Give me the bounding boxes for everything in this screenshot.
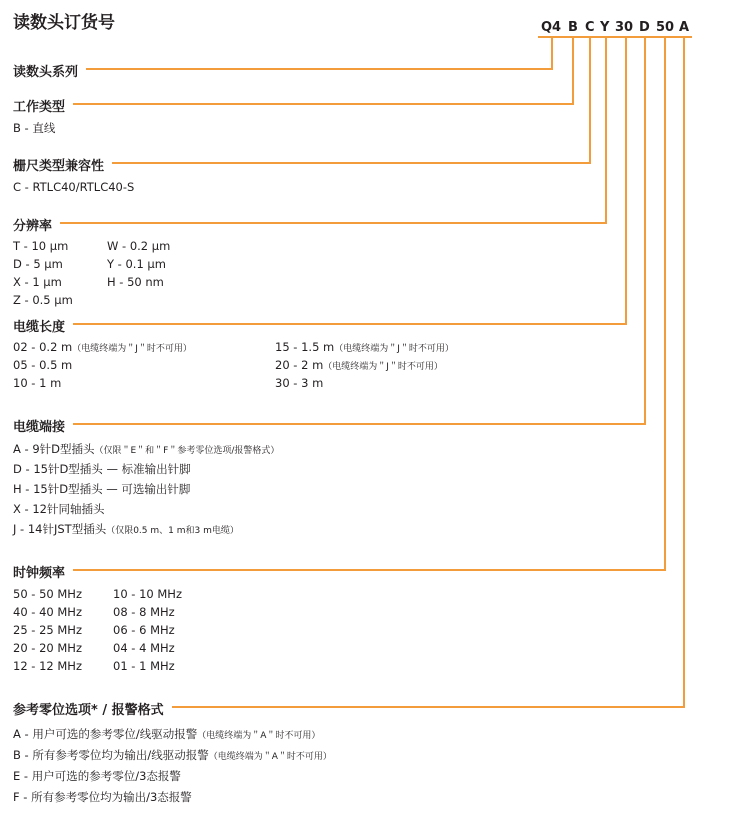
heading-cable-termination: 电缆端接 — [13, 420, 66, 435]
clock-item: 08 - 8 MHz — [113, 605, 175, 619]
scale-compat-item: C - RTLC40/RTLC40-S — [13, 180, 135, 194]
cable-length-note: （电缆终端为＂J＂时不可用） — [323, 362, 443, 372]
termination-note: （仅限0.5 m、1 m和3 m电缆） — [106, 526, 239, 536]
connector-scale — [589, 38, 591, 164]
code-scale: C — [585, 20, 595, 35]
connector-termination — [644, 38, 646, 425]
clock-item: 01 - 1 MHz — [113, 659, 175, 673]
resolution-item: Y - 0.1 µm — [107, 257, 166, 271]
ref-alarm-item: E - 用户可选的参考零位/3态报警 — [13, 769, 181, 783]
clock-item: 12 - 12 MHz — [13, 659, 82, 673]
ref-alarm-note: （电缆终端为＂A＂时不可用） — [197, 731, 321, 741]
resolution-item: Z - 0.5 µm — [13, 293, 73, 307]
connector-ref-alarm — [683, 38, 685, 708]
clock-item: 10 - 10 MHz — [113, 587, 182, 601]
clock-item: 40 - 40 MHz — [13, 605, 82, 619]
line-termination — [73, 423, 646, 425]
clock-item: 06 - 6 MHz — [113, 623, 175, 637]
code-clock: 50 — [656, 20, 675, 35]
connector-cable-length — [625, 38, 627, 325]
page-title: 读数头订货号 — [13, 13, 115, 33]
clock-item: 25 - 25 MHz — [13, 623, 82, 637]
clock-item: 04 - 4 MHz — [113, 641, 175, 655]
heading-series: 读数头系列 — [13, 65, 79, 80]
resolution-item: D - 5 µm — [13, 257, 63, 271]
heading-cable-length: 电缆长度 — [13, 320, 66, 335]
connector-clock — [664, 38, 666, 571]
ref-alarm-note: （电缆终端为＂A＂时不可用） — [208, 752, 332, 762]
line-cable-length — [73, 323, 627, 325]
code-ref-alarm: A — [679, 20, 690, 35]
heading-work-type: 工作类型 — [13, 100, 66, 115]
code-underline — [538, 36, 692, 38]
connector-work-type — [572, 38, 574, 105]
termination-item: D - 15针D型插头 — 标准输出针脚 — [13, 462, 191, 476]
ref-alarm-item: F - 所有参考零位均为输出/3态报警 — [13, 790, 192, 804]
termination-item: H - 15针D型插头 — 可选输出针脚 — [13, 482, 191, 496]
line-work-type — [73, 103, 574, 105]
resolution-item: T - 10 µm — [13, 239, 69, 253]
connector-series — [551, 38, 553, 70]
resolution-item: X - 1 µm — [13, 275, 62, 289]
clock-item: 20 - 20 MHz — [13, 641, 82, 655]
work-type-item: B - 直线 — [13, 121, 56, 135]
resolution-item: H - 50 nm — [107, 275, 164, 289]
line-ref-alarm — [172, 706, 685, 708]
cable-length-item: 20 - 2 m（电缆终端为＂J＂时不可用） — [275, 358, 443, 372]
heading-resolution: 分辨率 — [13, 219, 53, 234]
code-resolution: Y — [600, 20, 610, 35]
heading-clock: 时钟频率 — [13, 566, 66, 581]
cable-length-item: 10 - 1 m — [13, 376, 62, 390]
ref-alarm-item: A - 用户可选的参考零位/线驱动报警（电缆终端为＂A＂时不可用） — [13, 727, 321, 741]
connector-resolution — [605, 38, 607, 224]
heading-ref-alarm: 参考零位选项* / 报警格式 — [13, 703, 164, 718]
termination-item: J - 14针JST型插头（仅限0.5 m、1 m和3 m电缆） — [13, 522, 239, 536]
cable-length-note: （电缆终端为＂J＂时不可用） — [334, 344, 454, 354]
line-series — [86, 68, 553, 70]
code-series: Q4 — [541, 20, 562, 35]
termination-note: （仅限＂E＂和＂F＂参考零位选项/报警格式） — [94, 446, 280, 456]
cable-length-item: 05 - 0.5 m — [13, 358, 73, 372]
cable-length-item: 02 - 0.2 m（电缆终端为＂J＂时不可用） — [13, 340, 192, 354]
line-clock — [73, 569, 666, 571]
heading-scale-compat: 栅尺类型兼容性 — [13, 159, 105, 174]
termination-item: X - 12针同轴插头 — [13, 502, 105, 516]
cable-length-item: 30 - 3 m — [275, 376, 324, 390]
termination-item: A - 9针D型插头（仅限＂E＂和＂F＂参考零位选项/报警格式） — [13, 442, 280, 456]
code-termination: D — [639, 20, 650, 35]
code-work-type: B — [568, 20, 578, 35]
clock-item: 50 - 50 MHz — [13, 587, 82, 601]
line-resolution — [60, 222, 607, 224]
code-cable-length: 30 — [615, 20, 634, 35]
line-scale — [112, 162, 591, 164]
cable-length-item: 15 - 1.5 m（电缆终端为＂J＂时不可用） — [275, 340, 454, 354]
cable-length-note: （电缆终端为＂J＂时不可用） — [72, 344, 192, 354]
resolution-item: W - 0.2 µm — [107, 239, 171, 253]
ref-alarm-item: B - 所有参考零位均为输出/线驱动报警（电缆终端为＂A＂时不可用） — [13, 748, 332, 762]
